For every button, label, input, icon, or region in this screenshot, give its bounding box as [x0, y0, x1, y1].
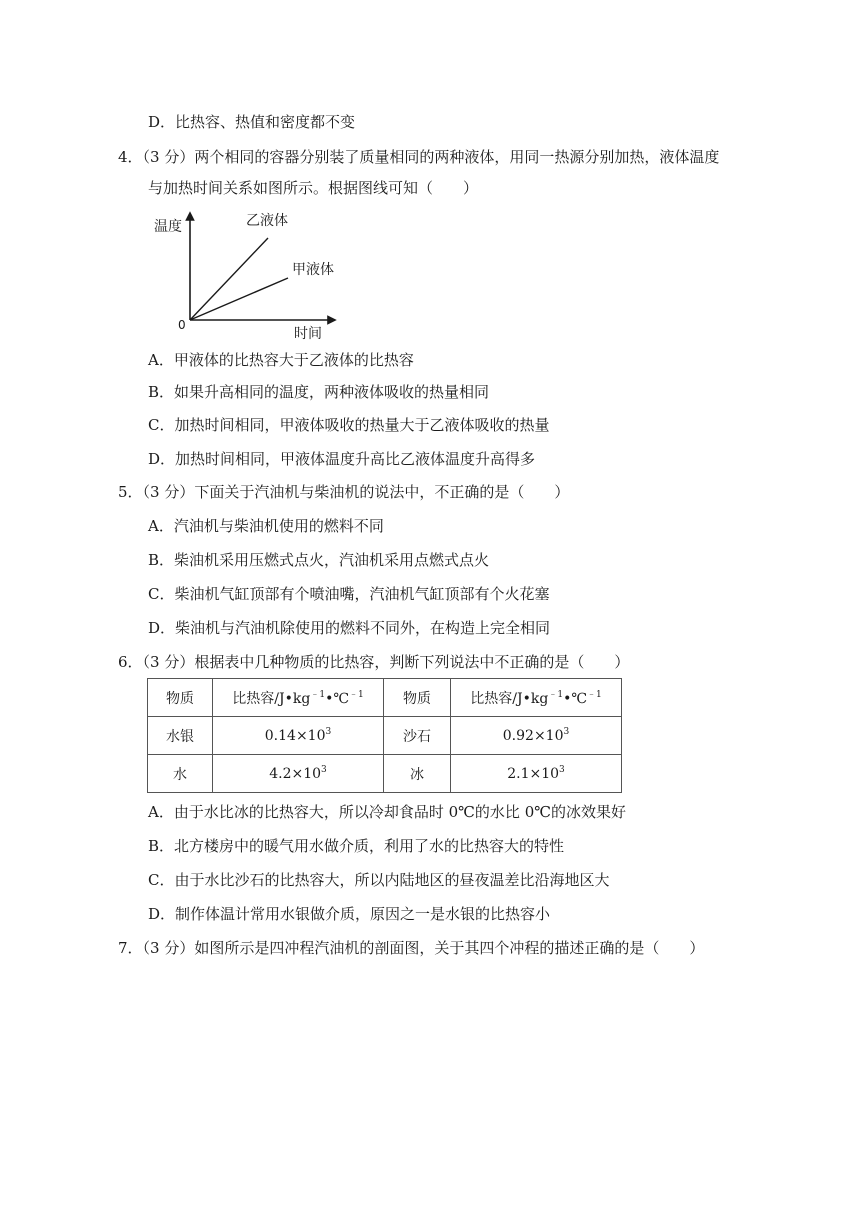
q4-stem-line1: 4．（3 分）两个相同的容器分别装了质量相同的两种液体，用同一热源分别加热，液体温度 — [118, 148, 720, 166]
q6-option-d: D．制作体温计常用水银做介质，原因之一是水银的比热容小 — [148, 905, 551, 923]
q4-option-b: B．如果升高相同的温度，两种液体吸收的热量相同 — [148, 383, 490, 401]
q5-option-d: D．柴油机与汽油机除使用的燃料不同外，在构造上完全相同 — [148, 619, 551, 637]
cell-sandstone: 沙石 — [384, 717, 451, 755]
header-substance-1: 物质 — [148, 679, 213, 717]
q4-stem-line2: 与加热时间关系如图所示。根据图线可知（ ） — [148, 179, 479, 197]
line-yi-liquid — [190, 238, 268, 320]
line-jia-liquid — [190, 278, 288, 320]
header-shc-2: 比热容$/J•kg^{﹣1}•℃^{﹣1}$ — [451, 679, 622, 717]
table-row — [148, 755, 622, 793]
q6-option-c: C．由于水比沙石的比热容大，所以内陆地区的昼夜温差比沿海地区大 — [148, 871, 610, 889]
cell-water: 水 — [148, 755, 213, 793]
q5-stem: 5．（3 分）下面关于汽油机与柴油机的说法中，不正确的是（ ） — [118, 483, 570, 501]
q5-option-b: B．柴油机采用压燃式点火，汽油机采用点燃式点火 — [148, 551, 490, 569]
header-substance-2: 物质 — [384, 679, 451, 717]
cell-ice-shc: $2.1\times 10^3$ — [451, 755, 622, 793]
header-shc-1: 比热容$/J•kg^{﹣1}•℃^{﹣1}$ — [213, 679, 384, 717]
q7-stem: 7．（3 分）如图所示是四冲程汽油机的剖面图，关于其四个冲程的描述正确的是（ ） — [118, 939, 705, 957]
specific-heat-table — [147, 678, 622, 793]
cell-mercury-shc: $0.14\times 10^3$ — [213, 717, 384, 755]
table-row — [148, 717, 622, 755]
cell-water-shc: $4.2\times 10^3$ — [213, 755, 384, 793]
cell-ice: 冰 — [384, 755, 451, 793]
q6-option-a: A．由于水比冰的比热容大，所以冷却食品时 0℃的水比 0℃的冰效果好 — [148, 803, 627, 821]
y-axis-label: 温度 — [154, 219, 182, 235]
q6-option-b: B．北方楼房中的暖气用水做介质，利用了水的比热容大的特性 — [148, 837, 565, 855]
x-axis-label: 时间 — [294, 326, 322, 342]
q5-option-a: A．汽油机与柴油机使用的燃料不同 — [148, 517, 384, 535]
cell-mercury: 水银 — [148, 717, 213, 755]
temperature-time-graph — [148, 208, 348, 343]
cell-sandstone-shc: $0.92\times 10^3$ — [451, 717, 622, 755]
yi-liquid-label: 乙液体 — [246, 213, 288, 229]
q6-stem: 6．（3 分）根据表中几种物质的比热容，判断下列说法中不正确的是（ ） — [118, 653, 630, 671]
q5-option-c: C．柴油机气缸顶部有个喷油嘴，汽油机气缸顶部有个火花塞 — [148, 585, 550, 603]
jia-liquid-label: 甲液体 — [292, 262, 334, 278]
q4-option-c: C．加热时间相同，甲液体吸收的热量大于乙液体吸收的热量 — [148, 416, 550, 434]
origin-label: 0 — [178, 318, 186, 332]
q3-option-d: D．比热容、热值和密度都不变 — [148, 113, 356, 131]
q4-option-a: A．甲液体的比热容大于乙液体的比热容 — [148, 351, 414, 369]
q4-option-d: D．加热时间相同，甲液体温度升高比乙液体温度升高得多 — [148, 450, 536, 468]
table-header-row — [148, 679, 622, 717]
